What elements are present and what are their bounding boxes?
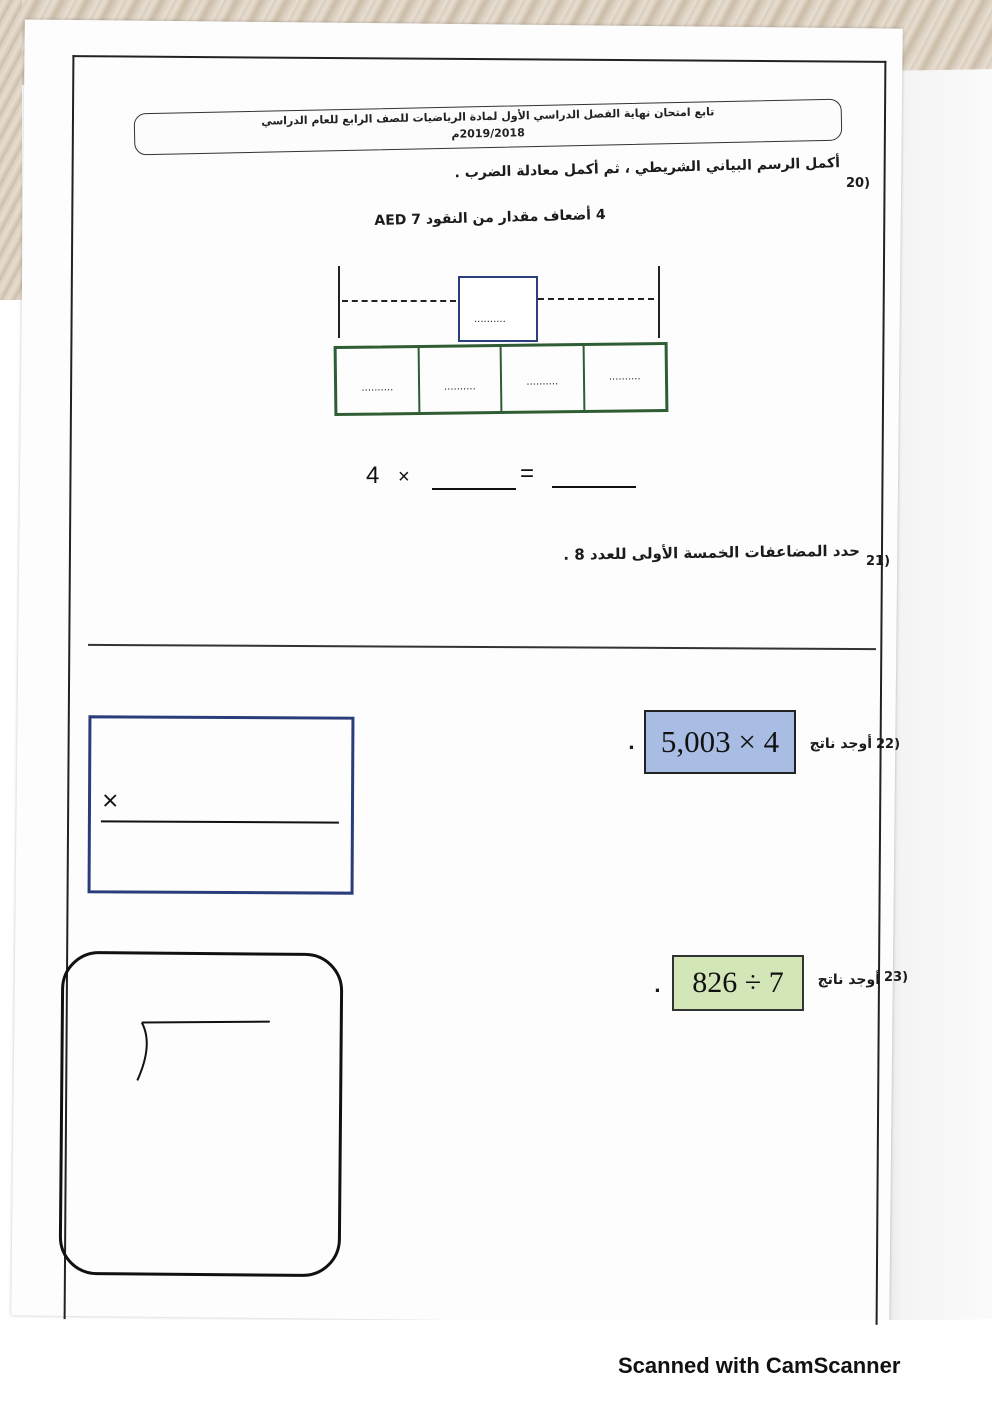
tape-segment[interactable] <box>337 348 420 413</box>
q23-number: 23) <box>884 970 909 985</box>
multiply-sign-icon: × <box>100 788 120 814</box>
segment-blank: .......... <box>361 382 394 394</box>
q22-expression: 5,003 × 4 <box>644 710 796 774</box>
multiplication-equation <box>366 460 535 490</box>
tape-segment[interactable] <box>584 345 665 410</box>
q23-work-box[interactable] <box>59 951 344 1277</box>
tape-segment[interactable] <box>502 346 585 411</box>
q23-expression: 826 ÷ 7 <box>672 955 804 1011</box>
q21-number: 21) <box>866 554 891 569</box>
equation-times: × <box>398 466 410 488</box>
header-year: 2019/2018م <box>451 126 525 141</box>
equation-factor: 4 <box>366 462 380 489</box>
bracket-dash-left <box>342 300 456 302</box>
equation-equals: = <box>520 460 535 487</box>
tape-segment[interactable] <box>419 347 502 412</box>
tape-total-bracket <box>338 266 660 338</box>
q23-text: أوجد ناتج <box>817 972 880 988</box>
q21-text: حدد المضاعفات الخمسة الأولى للعدد 8 . <box>563 541 861 564</box>
work-line <box>101 820 339 823</box>
equation-product-blank[interactable] <box>552 486 636 488</box>
wood-background-left <box>0 0 22 300</box>
q20-number: 20) <box>846 176 871 191</box>
q22-period: . <box>628 733 635 754</box>
segment-blank: .......... <box>443 381 476 393</box>
bracket-dash-right <box>538 298 654 300</box>
total-blank: .......... <box>474 314 506 325</box>
segment-blank: .......... <box>608 371 641 383</box>
bracket-left-tick <box>338 266 340 338</box>
total-answer-box[interactable] <box>458 276 538 342</box>
bracket-right-tick <box>658 266 660 338</box>
scanner-watermark: Scanned with CamScanner <box>618 1353 901 1378</box>
q22-number: 22) <box>876 737 901 752</box>
tape-diagram <box>334 342 669 416</box>
header-title-line: تابع امتحان نهاية الفصل الدراسي الأول لمادة الرياضيات للصف الرابع للعام الدراسي <box>261 105 715 128</box>
q22-work-box[interactable] <box>88 715 355 894</box>
tape-caption: 4 أضعاف مقدار من النقود AED 7 <box>374 206 606 230</box>
q23-period: . <box>654 976 661 997</box>
q22-text: أوجد ناتج <box>809 736 872 752</box>
q20-text: أكمل الرسم البياني الشريطي ، ثم أكمل معادلة الضرب . <box>454 155 841 182</box>
long-division-bracket-icon <box>129 1014 330 1116</box>
segment-blank: .......... <box>526 376 559 388</box>
equation-factor-blank[interactable] <box>432 488 516 490</box>
